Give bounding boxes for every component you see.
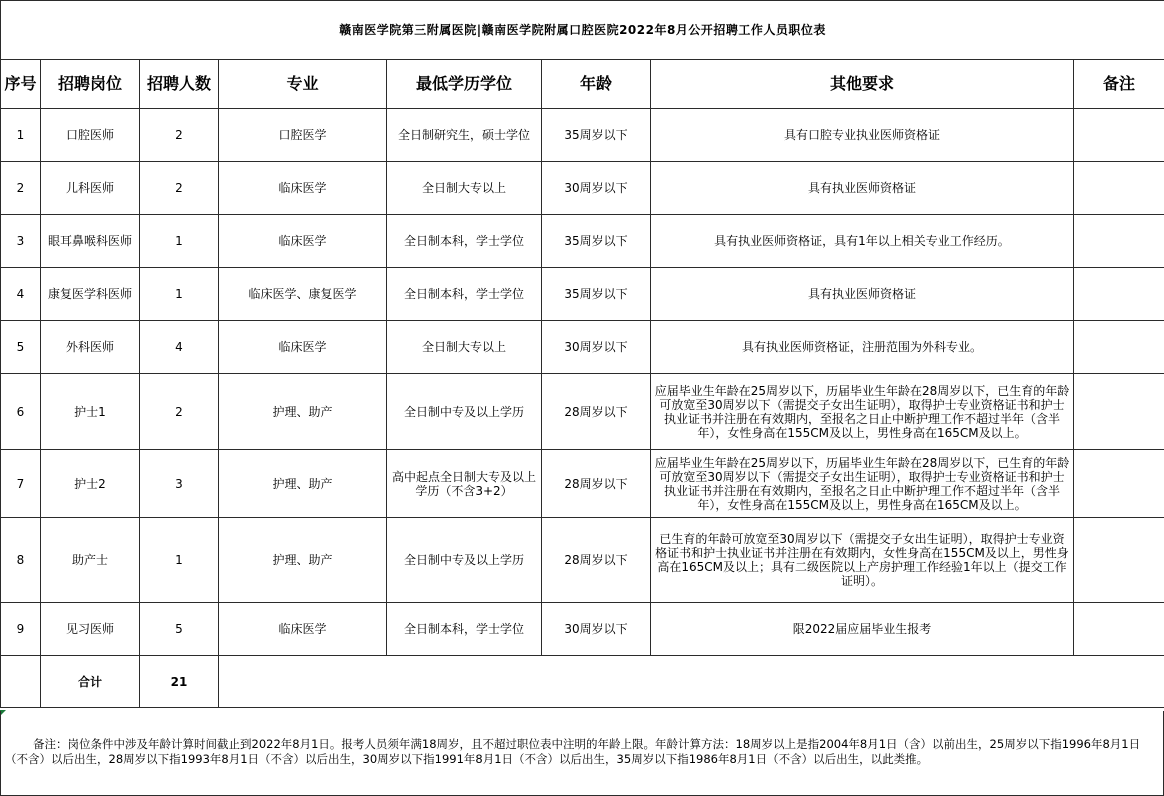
cell-seq: 8 [1,518,41,603]
cell-remarks [1074,450,1164,518]
cell-major: 口腔医学 [219,109,387,162]
cell-count: 4 [140,321,219,374]
cell-position: 护士2 [41,450,140,518]
cell-education: 全日制大专以上 [387,321,542,374]
cell-education: 全日制中专及以上学历 [387,518,542,603]
total-row [1,656,1164,708]
cell-position: 见习医师 [41,603,140,656]
table-row [1,518,1164,603]
cell-remarks [1074,518,1164,603]
table-row [1,603,1164,656]
cell-remarks [1074,268,1164,321]
cell-major: 护理、助产 [219,518,387,603]
cell-position: 眼耳鼻喉科医师 [41,215,140,268]
cell-major: 临床医学 [219,603,387,656]
cell-count: 2 [140,109,219,162]
total-blank-span [219,656,1164,708]
cell-requirements: 已生育的年龄可放宽至30周岁以下（需提交子女出生证明），取得护士专业资格证书和护士执业证书并注册在有效期内，女性身高在155CM及以上，男性身高在165CM及以上；具有二级医院以上产房护理工作经验1年以上（提交工作证明）。 [651,518,1074,603]
cell-requirements: 具有执业医师资格证 [651,162,1074,215]
cell-age: 35周岁以下 [542,215,651,268]
cell-education: 高中起点全日制大专及以上学历（不含3+2） [387,450,542,518]
cell-education: 全日制本科，学士学位 [387,215,542,268]
footnote: 备注：岗位条件中涉及年龄计算时间截止到2022年8月1日。报考人员须年满18周岁，且不超过职位表中注明的年龄上限。年龄计算方法：18周岁以上是指2004年8月1日（含）以前出生，25周岁以下指1996年8月1日（不含）以后出生，28周岁以下指1993年8月1日（不含）以后出生，30周岁以下指1991年8月1日（不含）以后出生，35周岁以下指1986年8月1日（不含）以后出生，以此类推。 [0,711,1164,796]
cell-requirements: 限2022届应届毕业生报考 [651,603,1074,656]
total-empty-cell [1,656,41,708]
cell-requirements: 具有口腔专业执业医师资格证 [651,109,1074,162]
cell-requirements: 具有执业医师资格证，具有1年以上相关专业工作经历。 [651,215,1074,268]
header-age: 年龄 [542,60,651,109]
cell-remarks [1074,374,1164,450]
cell-position: 儿科医师 [41,162,140,215]
cell-age: 28周岁以下 [542,374,651,450]
cell-age: 35周岁以下 [542,109,651,162]
cell-position: 助产士 [41,518,140,603]
total-label: 合计 [41,656,140,708]
cell-remarks [1074,321,1164,374]
table-row [1,215,1164,268]
header-position: 招聘岗位 [41,60,140,109]
table-row [1,321,1164,374]
table-row [1,268,1164,321]
cell-position: 护士1 [41,374,140,450]
cell-seq: 5 [1,321,41,374]
cell-seq: 2 [1,162,41,215]
cell-seq: 3 [1,215,41,268]
cell-education: 全日制本科，学士学位 [387,603,542,656]
header-seq: 序号 [1,60,41,109]
cell-education: 全日制中专及以上学历 [387,374,542,450]
cell-major: 临床医学 [219,215,387,268]
cell-age: 30周岁以下 [542,162,651,215]
cell-position: 口腔医师 [41,109,140,162]
cell-seq: 6 [1,374,41,450]
cell-count: 1 [140,518,219,603]
table-row [1,374,1164,450]
cell-count: 3 [140,450,219,518]
cell-requirements: 具有执业医师资格证 [651,268,1074,321]
cell-major: 护理、助产 [219,450,387,518]
sheet-title: 赣南医学院第三附属医院|赣南医学院附属口腔医院2022年8月公开招聘工作人员职位表 [1,1,1164,60]
cell-position: 康复医学科医师 [41,268,140,321]
cell-age: 30周岁以下 [542,603,651,656]
header-requirements: 其他要求 [651,60,1074,109]
table-row [1,450,1164,518]
header-education: 最低学历学位 [387,60,542,109]
cell-requirements: 应届毕业生年龄在25周岁以下，历届毕业生年龄在28周岁以下，已生育的年龄可放宽至30周岁以下（需提交子女出生证明），取得护士专业资格证书和护士执业证书并注册在有效期内，至报名之日止中断护理工作不超过半年（含半年），女性身高在155CM及以上，男性身高在165CM及以上。 [651,374,1074,450]
cell-count: 2 [140,162,219,215]
cell-count: 5 [140,603,219,656]
cell-seq: 4 [1,268,41,321]
cell-age: 28周岁以下 [542,450,651,518]
cell-education: 全日制本科，学士学位 [387,268,542,321]
cell-requirements: 应届毕业生年龄在25周岁以下，历届毕业生年龄在28周岁以下，已生育的年龄可放宽至30周岁以下（需提交子女出生证明），取得护士专业资格证书和护士执业证书并注册在有效期内，至报名之日止中断护理工作不超过半年（含半年），女性身高在155CM及以上，男性身高在165CM及以上。 [651,450,1074,518]
cell-major: 护理、助产 [219,374,387,450]
cell-position: 外科医师 [41,321,140,374]
cell-major: 临床医学 [219,321,387,374]
cell-remarks [1074,109,1164,162]
cell-seq: 9 [1,603,41,656]
table-row [1,109,1164,162]
cell-seq: 1 [1,109,41,162]
cell-age: 35周岁以下 [542,268,651,321]
cell-count: 1 [140,268,219,321]
cell-count: 2 [140,374,219,450]
cell-requirements: 具有执业医师资格证，注册范围为外科专业。 [651,321,1074,374]
cell-education: 全日制研究生，硕士学位 [387,109,542,162]
total-count: 21 [140,656,219,708]
cell-count: 1 [140,215,219,268]
cell-education: 全日制大专以上 [387,162,542,215]
cell-major: 临床医学、康复医学 [219,268,387,321]
cell-remarks [1074,215,1164,268]
cell-age: 30周岁以下 [542,321,651,374]
cell-age: 28周岁以下 [542,518,651,603]
header-remarks: 备注 [1074,60,1164,109]
header-major: 专业 [219,60,387,109]
cell-seq: 7 [1,450,41,518]
header-row [1,60,1164,109]
header-count: 招聘人数 [140,60,219,109]
cell-remarks [1074,162,1164,215]
table-row [1,162,1164,215]
cell-remarks [1074,603,1164,656]
cell-major: 临床医学 [219,162,387,215]
